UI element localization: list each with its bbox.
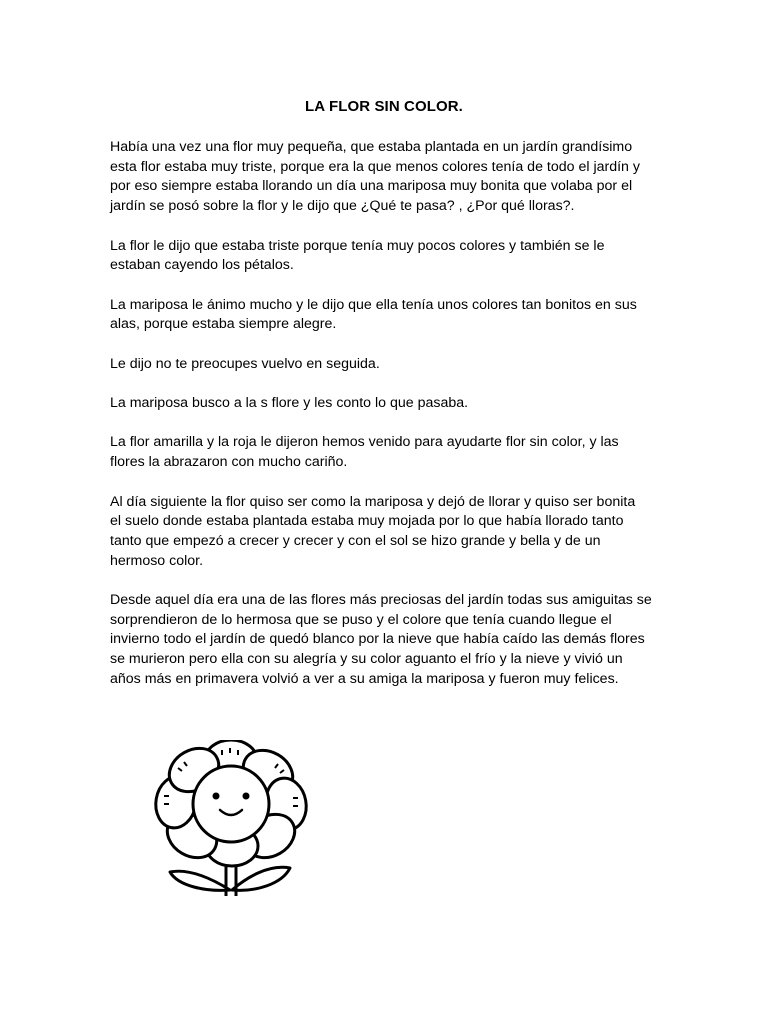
text-line: sorprendieron de lo hermosa que se puso y el colore que tenía cuando llegue el — [110, 611, 612, 628]
text-line: Había una vez una flor muy pequeña, que estaba plantada en un jardín grandísimo — [110, 139, 633, 155]
smiling-flower-icon — [118, 740, 318, 900]
paragraph-4 — [110, 355, 670, 375]
text-line: estaban cayendo los pétalos. — [110, 257, 294, 274]
text-line: jardín se posó sobre la flor y le dijo que ¿Qué te pasa? , ¿Por qué lloras?. — [110, 198, 575, 215]
paragraph-5 — [110, 394, 670, 414]
text-line: Le dijo no te preocupes vuelvo en seguida. — [110, 355, 380, 372]
text-line: Desde aquel día era una de las flores más preciosas del jardín todas sus amiguitas se — [110, 592, 652, 609]
text-line: La flor le dijo que estaba triste porque tenía muy pocos colores y también se le — [110, 237, 605, 254]
paragraph-6 — [110, 433, 670, 472]
paragraph-2 — [110, 237, 670, 276]
text-line: La mariposa busco a la s flore y les conto lo que pasaba. — [110, 395, 469, 412]
document-title: LA FLOR SIN COLOR. — [305, 98, 463, 115]
text-line: La mariposa le ánimo mucho y le dijo que ella tenía unos colores tan bonitos en sus — [110, 296, 637, 313]
paragraph-7 — [110, 493, 670, 572]
text-line: años más en primavera volvió a ver a su amiga la mariposa y fueron muy felices. — [110, 670, 619, 687]
text-line: el suelo donde estaba plantada estaba muy mojada por lo que había llorado tanto — [110, 513, 624, 530]
text-line: hermoso color. — [110, 552, 204, 569]
paragraph-3 — [110, 296, 670, 335]
paragraph-1 — [110, 138, 670, 217]
story-body — [110, 138, 670, 709]
text-line: por eso siempre estaba llorando un día una mariposa muy bonita que volaba por el — [110, 178, 633, 195]
text-line: flores la abrazaron con mucho cariño. — [110, 454, 348, 471]
paragraph-8 — [110, 591, 670, 690]
text-line: se murieron pero ella con su alegría y su color aguanto el frío y la nieve y vivió un — [110, 651, 623, 668]
text-line: invierno todo el jardín de quedó blanco por la nieve que había caído las demás flores — [110, 631, 645, 648]
text-line: Al día siguiente la flor quiso ser como la mariposa y dejó de llorar y quiso ser bonita — [110, 493, 636, 510]
text-line: alas, porque estaba siempre alegre. — [110, 316, 337, 333]
text-line: La flor amarilla y la roja le dijeron hemos venido para ayudarte flor sin color, y las — [110, 434, 619, 451]
text-line: tanto que empezó a crecer y crecer y con el sol se hizo grande y bella y de un — [110, 532, 601, 549]
text-line: esta flor estaba muy triste, porque era la que menos colores tenía de todo el jardín y — [110, 158, 640, 175]
